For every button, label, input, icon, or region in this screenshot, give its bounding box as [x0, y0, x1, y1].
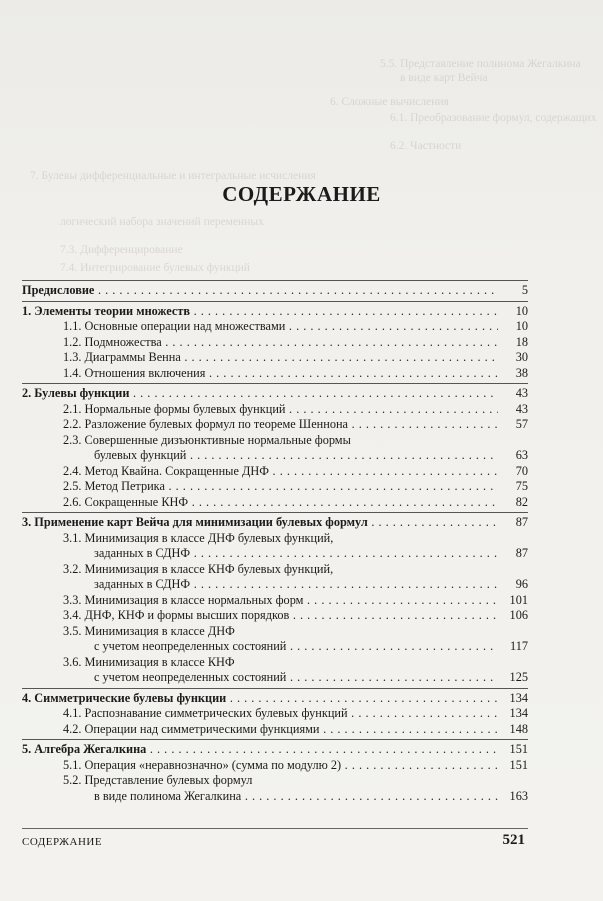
toc-entry	[22, 464, 528, 480]
toc-entry	[22, 448, 528, 464]
toc-entry-page: 134	[509, 706, 528, 720]
toc-entry-page: 38	[515, 365, 528, 380]
toc-entry	[22, 773, 528, 789]
toc-entry-title: 2. Булевы функции . . .	[22, 386, 498, 402]
toc-entry-title: 3.4. ДНФ, КНФ и формы высших порядков . . .	[63, 608, 498, 624]
toc-entry	[22, 335, 528, 351]
toc-entry	[22, 639, 528, 655]
toc-entry	[22, 722, 528, 738]
toc-entry-title: 1. Элементы теории множеств . . .	[22, 304, 498, 320]
toc-entry-title: в виде полинома Жегалкина . . .	[94, 789, 498, 805]
toc-entry-page: 151	[509, 742, 528, 756]
toc-entry-title: 2.1. Нормальные формы булевых функций . . .	[63, 402, 498, 418]
toc-chapter	[22, 691, 528, 707]
toc-entry-page: 96	[515, 577, 528, 591]
toc-chapter	[22, 386, 528, 402]
toc-entry	[22, 479, 528, 495]
toc-chapter	[22, 304, 528, 320]
toc-entry-title: 1.2. Подмножества . . .	[63, 335, 498, 351]
toc-entry-page: 134	[509, 690, 528, 705]
toc-entry-title: 5.2. Представление булевых формул	[63, 773, 253, 787]
toc-entry-page: 70	[515, 463, 528, 478]
toc-entry	[22, 319, 528, 335]
toc-entry-title: 1.3. Диаграммы Венна . . .	[63, 350, 498, 366]
toc-chapter	[22, 283, 528, 299]
toc-entry-page: 10	[515, 303, 528, 318]
toc-entry-title: 5. Алгебра Жегалкина . . .	[22, 742, 498, 758]
toc-entry-title: с учетом неопределенных состояний . . .	[94, 670, 498, 686]
toc-entry	[22, 706, 528, 722]
toc-entry	[22, 531, 528, 547]
toc-entry-title: 1.1. Основные операции над множествами . . .	[63, 319, 498, 335]
toc-entry	[22, 417, 528, 433]
toc-entry-title: 2.2. Разложение булевых формул по теореме Шеннона . . .	[63, 417, 498, 433]
toc-entry	[22, 670, 528, 686]
toc-entry-page: 163	[509, 788, 528, 803]
toc-entry-title: 2.4. Метод Квайна. Сокращенные ДНФ . . .	[63, 464, 498, 480]
toc-entry-title: 2.3. Совершенные дизъюнктивные нормальные формы	[63, 432, 351, 447]
toc-entry-title: 3.5. Минимизация в классе ДНФ	[63, 623, 235, 638]
toc-entry-page: 106	[509, 608, 528, 622]
toc-entry	[22, 624, 528, 640]
toc-entry-page: 75	[515, 479, 528, 493]
toc-entry-page: 117	[510, 639, 528, 653]
toc-entry-title: Предисловие . . .	[22, 283, 498, 299]
toc-entry	[22, 789, 528, 805]
toc-entry-page: 30	[515, 350, 528, 364]
toc-entry-title: заданных в СДНФ . . .	[94, 577, 498, 593]
toc-entry-page: 101	[509, 592, 528, 607]
toc-entry-title: 3.3. Минимизация в классе нормальных форм . . .	[63, 593, 498, 609]
toc-entry	[22, 433, 528, 449]
toc-entry	[22, 608, 528, 624]
toc-entry-page: 82	[515, 494, 528, 509]
toc-entry-page: 63	[515, 448, 528, 462]
toc-entry-title: 3.2. Минимизация в классе КНФ булевых функций,	[63, 561, 334, 576]
toc-entry	[22, 593, 528, 609]
toc-entry-page: 18	[515, 334, 528, 349]
toc-entry	[22, 577, 528, 593]
toc-entry-title: 4. Симметрические булевы функции . . .	[22, 691, 498, 707]
running-footer: СОДЕРЖАНИЕ	[22, 836, 103, 848]
toc-chapter	[22, 742, 528, 758]
toc-entry-title: 2.6. Сокращенные КНФ . . .	[63, 495, 498, 511]
toc-chapter	[22, 515, 528, 531]
toc-entry-page: 151	[509, 757, 528, 772]
toc-entry-page: 148	[509, 721, 528, 736]
page-title: СОДЕРЖАНИЕ	[222, 182, 381, 206]
toc-entry-title: 1.4. Отношения включения . . .	[63, 366, 498, 382]
toc-entry	[22, 546, 528, 562]
toc-entry-page: 5	[521, 283, 528, 297]
toc-entry-title: с учетом неопределенных состояний . . .	[94, 639, 498, 655]
toc-entry-page: 10	[515, 319, 528, 333]
toc-entry-title: 3.6. Минимизация в классе КНФ	[63, 654, 235, 669]
footer-rule	[22, 828, 528, 829]
toc-entry	[22, 366, 528, 382]
toc-entry-title: 3.1. Минимизация в классе ДНФ булевых функций,	[63, 530, 334, 545]
toc-entry-page: 43	[515, 386, 528, 400]
toc-entry-page: 43	[515, 401, 528, 416]
toc-entry	[22, 655, 528, 671]
toc-entry-title: 4.1. Распознавание симметрических булевых функций . . .	[63, 706, 498, 722]
toc-entry-page: 87	[515, 546, 528, 560]
toc-entry-title: 5.1. Операция «неравнозначно» (сумма по модулю 2) . . .	[63, 758, 498, 774]
toc-entry-page: 125	[509, 670, 528, 684]
toc-entry-title: 2.5. Метод Петрика . . .	[63, 479, 498, 495]
toc-entry	[22, 350, 528, 366]
toc-entry	[22, 562, 528, 578]
toc-entry	[22, 402, 528, 418]
toc-entry-title: 3. Применение карт Вейча для минимизации булевых формул . . .	[22, 515, 498, 531]
toc-entry-title: булевых функций . . .	[94, 448, 498, 464]
toc-entry-page: 57	[515, 417, 528, 431]
toc-entry-title: 4.2. Операции над симметрическими функциями . . .	[63, 722, 498, 738]
table-of-contents	[22, 278, 528, 804]
toc-entry	[22, 758, 528, 774]
toc-entry-title: заданных в СДНФ . . .	[94, 546, 498, 562]
toc-entry-page: 87	[515, 515, 528, 529]
page-number: 521	[502, 832, 525, 848]
toc-entry	[22, 495, 528, 511]
bleed-through-text: 5.5. Представление полинома Жегалкина в виде карт Вейча 6. Сложные вычисления 6.1. Преобразование формул, содержащих 6.2. Частности 7. Булевы дифференциальные и интегральные исчисления логический набора значений переменных 7.3. Дифференцирование 7.4. Интегрирование булевых функций	[30, 58, 597, 274]
